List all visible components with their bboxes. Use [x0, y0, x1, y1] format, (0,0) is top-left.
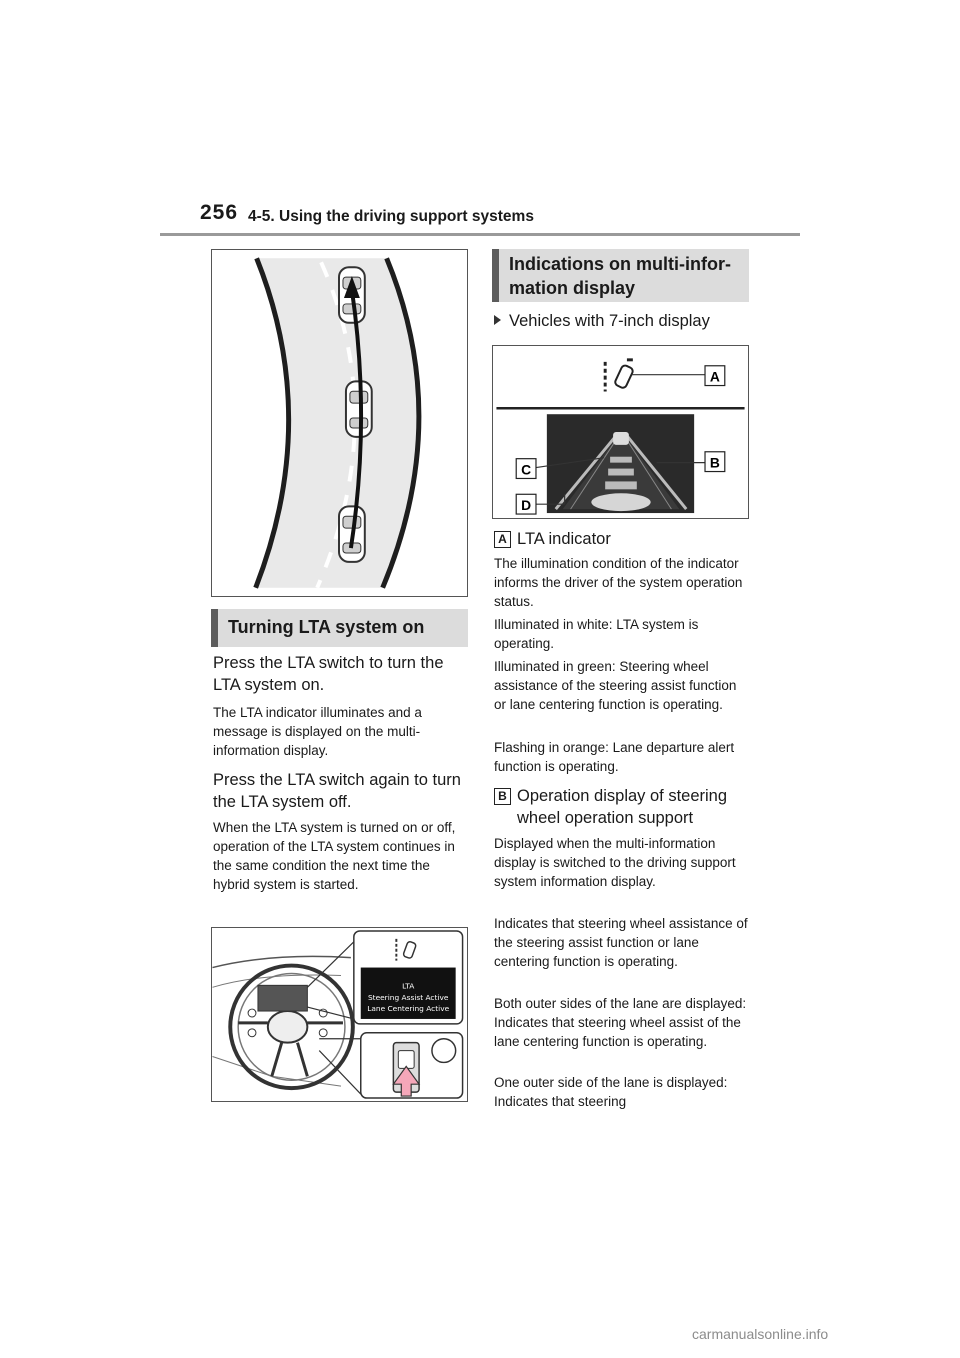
heading-indications-line1: Indications on multi-infor-	[509, 254, 731, 274]
lta-indicator-icon	[605, 360, 634, 392]
steering-wheel-icon	[230, 966, 353, 1089]
callout-b: B	[709, 454, 720, 471]
heading-indications-line2: mation display	[509, 278, 636, 298]
multi-info-display-illustration	[492, 345, 749, 519]
item-a-title	[494, 528, 611, 550]
item-b-title-line2: wheel operation support	[517, 809, 694, 827]
item-a-title-text: LTA indicator	[517, 530, 611, 548]
display-message-title: LTA	[402, 981, 415, 991]
callout-d: D	[521, 497, 532, 514]
switch-svg	[212, 928, 467, 1101]
heading-turning-lta-on: Turning LTA system on	[211, 609, 468, 647]
bullet-7-inch-display	[494, 310, 710, 332]
letter-b-box: B	[494, 788, 511, 805]
item-a-p4: Flashing in orange: Lane departure alert function is operating.	[494, 740, 735, 774]
item-b-p3: Both outer sides of the lane are displayed: Indicates that steering wheel assist of the lane centering function is operating.	[494, 996, 747, 1049]
lta-switch-illustration	[211, 927, 468, 1102]
item-b-p4: One outer side of the lane is displayed: Indicates that steering	[494, 1075, 728, 1109]
item-b-title-line1: Operation display of steering	[517, 787, 728, 805]
watermark: carmanualsonline.info	[692, 1326, 829, 1342]
item-a-p3: Illuminated in green: Steering wheel assistance of the steering assist function or lane centering function is operating.	[494, 659, 737, 712]
item-b-p1: Displayed when the multi-information display is switched to the driving support system information display.	[494, 836, 736, 889]
item-a-p1: The illumination condition of the indicator informs the driver of the system operation status.	[494, 556, 743, 609]
step-turn-off: Press the LTA switch again to turn the LTA system off.	[213, 771, 461, 811]
letter-a-box: A	[494, 531, 511, 548]
display-message-steering: Steering Assist Active	[367, 993, 449, 1003]
note-turn-off: When the LTA system is turned on or off, operation of the LTA system continues in the same condition the next time the hybrid system is started.	[213, 820, 456, 892]
page-number: 256	[200, 201, 239, 224]
callout-c: C	[521, 461, 532, 478]
lane-centering-illustration	[211, 249, 468, 597]
display-svg	[493, 346, 748, 518]
road-svg	[212, 250, 467, 596]
display-message-centering: Lane Centering Active	[367, 1004, 450, 1014]
bullet-7-inch-display-text: Vehicles with 7-inch display	[509, 312, 710, 330]
section-header: 4-5. Using the driving support systems	[248, 208, 534, 225]
triangle-bullet-icon	[494, 315, 501, 325]
callout-a: A	[709, 368, 720, 385]
item-a-p2: Illuminated in white: LTA system is operating.	[494, 617, 699, 651]
heading-indications	[492, 249, 749, 302]
header-rule	[160, 233, 800, 236]
step-turn-on: Press the LTA switch to turn the LTA system on.	[213, 654, 444, 694]
item-b-p2: Indicates that steering wheel assistance of the steering assist function or lane centering function is operating.	[494, 916, 748, 969]
item-b-title	[494, 785, 727, 829]
note-turn-on: The LTA indicator illuminates and a message is displayed on the multi-information display.	[213, 705, 422, 758]
